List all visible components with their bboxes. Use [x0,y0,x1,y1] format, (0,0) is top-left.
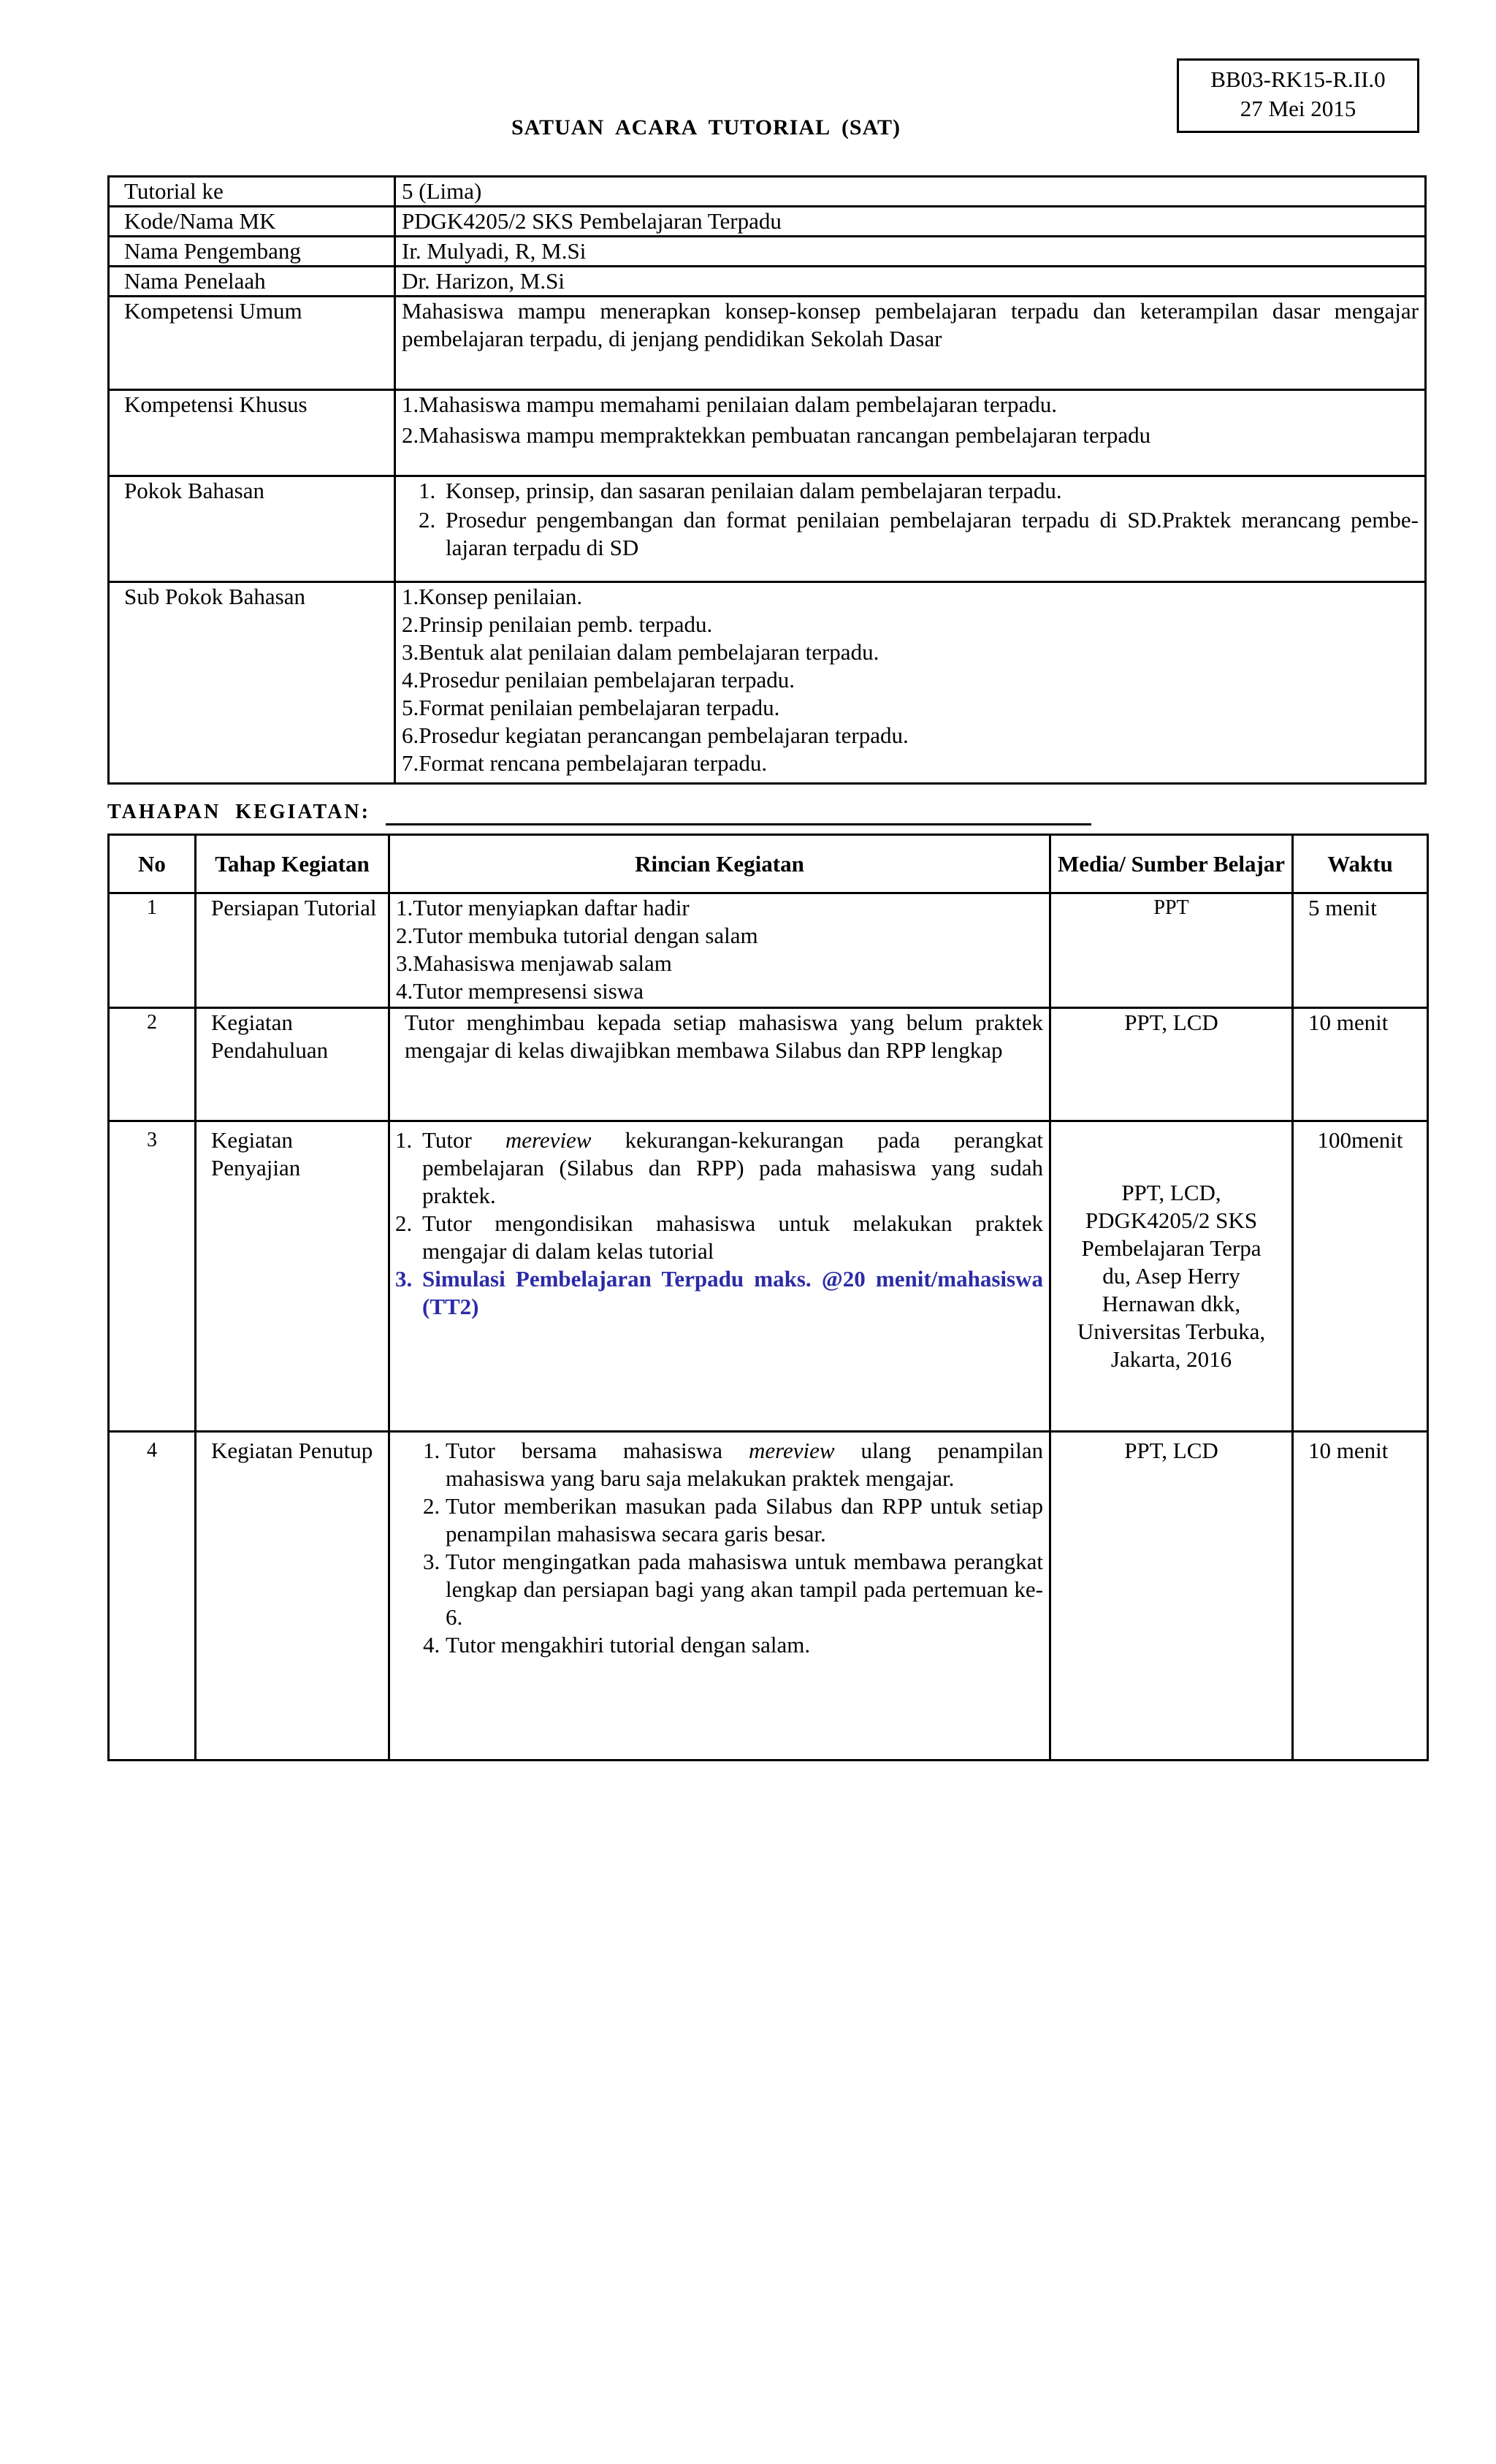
text-segment: Tutor mengingatkan pada mahasiswa untuk membawa perangkat lengkap dan persiapan bagi yang akan tampil pada pertemuan ke-6. [446,1549,1043,1630]
media-line: PPT, LCD, [1121,1180,1221,1205]
header-waktu: Waktu [1293,835,1428,893]
list-item [418,1126,1043,1210]
table-row [109,1008,1428,1121]
list-item: 4.Prosedur penilaian pembelajaran terpadu. [402,667,795,693]
list-item-highlight [418,1265,1043,1321]
media-line: Jakarta, 2016 [1110,1346,1232,1372]
label-kode-mk: Kode/Nama MK [109,207,395,237]
cell-media: PPT, LCD [1050,1432,1293,1761]
document-code-box [1177,58,1419,133]
header-no: No [109,835,196,893]
list-item: 2.Prinsip penilaian pemb. terpadu. [402,611,713,637]
cell-media [1050,1121,1293,1432]
label-sub-pokok-bahasan: Sub Pokok Bahasan [109,582,395,784]
cell-tahap: Kegiatan Penutup [196,1432,389,1761]
list-item: 1.Konsep penilaian. [402,584,583,609]
value-sub-pokok-bahasan [395,582,1426,784]
value-tutorial-ke: 5 (Lima) [395,177,1426,207]
cell-tahap: Persiapan Tutorial [196,893,389,1008]
list-item: 2. Prosedur pengembangan dan format penilaian pembelajaran terpadu di SD.Praktek merancang pembe-lajaran terpadu di SD [441,506,1419,562]
table-row [109,476,1426,582]
label-pokok-bahasan: Pokok Bahasan [109,476,395,582]
list-item [446,1437,1043,1492]
table-row [109,177,1426,207]
list-item: 6.Prosedur kegiatan perancangan pembelajaran terpadu. [402,722,909,748]
page-title: SATUAN ACARA TUTORIAL (SAT) [511,115,901,140]
highlight-text: Simulasi Pembelajaran Terpadu maks. @20 menit/mahasiswa (TT2) [422,1266,1043,1319]
list-item [446,1631,1043,1659]
media-line: du, Asep Herry [1102,1263,1240,1289]
cell-rincian [389,893,1050,1008]
list-item [418,1210,1043,1265]
text-segment: Tutor bersama mahasiswa [446,1438,749,1463]
media-line: Universitas Terbuka, [1077,1319,1266,1344]
table-row [109,297,1426,390]
text-segment: Tutor mengakhiri tutorial dengan salam. [446,1632,811,1658]
pokok-bahasan-list [402,477,1419,562]
list-item: 4.Tutor mempresensi siswa [396,978,644,1004]
table-row [109,893,1428,1008]
table-header-row [109,835,1428,893]
table-row [109,237,1426,267]
activity-table [107,834,1429,1761]
list-item [446,1548,1043,1631]
label-pengembang: Nama Pengembang [109,237,395,267]
text-segment: ulang penampilan mahasiswa yang baru saja melakukan praktek mengajar. [446,1438,1043,1491]
table-row [109,267,1426,297]
media-line: PDGK4205/2 SKS [1085,1208,1258,1233]
text-segment: Tutor memberikan masukan pada Silabus dan RPP untuk setiap penampilan mahasiswa secara garis besar. [446,1493,1043,1546]
header-tahap: Tahap Kegiatan [196,835,389,893]
header-media: Media/ Sumber Belajar [1050,835,1293,893]
text-segment: Tutor [422,1127,505,1153]
table-row [109,207,1426,237]
list-item: 2.Tutor membuka tutorial dengan salam [396,923,758,948]
value-penelaah: Dr. Harizon, M.Si [395,267,1426,297]
label-tutorial-ke: Tutorial ke [109,177,395,207]
value-kode-mk: PDGK4205/2 SKS Pembelajaran Terpadu [395,207,1426,237]
cell-waktu: 5 menit [1293,893,1428,1008]
cell-rincian [389,1121,1050,1432]
document-date: 27 Mei 2015 [1240,96,1356,121]
cell-tahap: Kegiatan Penyajian [196,1121,389,1432]
penyajian-list [396,1126,1043,1321]
cell-no: 1 [109,893,196,1008]
cell-rincian: Tutor menghimbau kepada setiap mahasiswa yang belum praktek mengajar di kelas diwajibkan membawa Silabus dan RPP lengkap [389,1008,1050,1121]
value-pokok-bahasan [395,476,1426,582]
cell-no: 3 [109,1121,196,1432]
list-item [446,1492,1043,1548]
table-row [109,1432,1428,1761]
label-kompetensi-khusus: Kompetensi Khusus [109,390,395,476]
text-emphasis: mereview [505,1127,592,1153]
list-item: 1. Konsep, prinsip, dan sasaran penilaian dalam pembelajaran terpadu. [441,477,1419,505]
list-item: 5.Format penilaian pembelajaran terpadu. [402,695,780,720]
list-item: 2.Mahasiswa mampu mempraktekkan pembuatan rancangan pembelajaran terpadu [402,422,1151,448]
text-segment: Tutor mengondisikan mahasiswa untuk melakukan praktek mengajar di dalam kelas tutorial [422,1210,1043,1264]
document-code: BB03-RK15-R.II.0 [1210,66,1386,92]
list-item: 3.Mahasiswa menjawab salam [396,950,672,976]
list-item: 3.Bentuk alat penilaian dalam pembelajaran terpadu. [402,639,879,665]
media-line: Pembelajaran Terpa [1081,1235,1262,1261]
cell-media: PPT [1050,893,1293,1008]
tahapan-underline [386,823,1091,825]
cell-tahap: Kegiatan Pendahuluan [196,1008,389,1121]
list-item: 7.Format rencana pembelajaran terpadu. [402,750,768,776]
list-item: 1.Mahasiswa mampu memahami penilaian dalam pembelajaran terpadu. [402,392,1057,417]
value-pengembang: Ir. Mulyadi, R, M.Si [395,237,1426,267]
table-row [109,582,1426,784]
value-kompetensi-umum: Mahasiswa mampu menerapkan konsep-konsep pembelajaran terpadu dan keterampilan dasar mengajar pembelajaran terpadu, di jenjang pendidikan Sekolah Dasar [395,297,1426,390]
penutup-list [396,1437,1043,1659]
text-segment: kekurangan-kekurangan pada perangkat pembelajaran (Silabus dan RPP) pada mahasiswa yang sudah praktek. [422,1127,1043,1208]
table-row [109,1121,1428,1432]
label-kompetensi-umum: Kompetensi Umum [109,297,395,390]
info-table [107,175,1427,785]
header-rincian: Rincian Kegiatan [389,835,1050,893]
cell-waktu: 10 menit [1293,1008,1428,1121]
cell-rincian [389,1432,1050,1761]
text-emphasis: mereview [748,1438,835,1463]
cell-media: PPT, LCD [1050,1008,1293,1121]
cell-waktu: 10 menit [1293,1432,1428,1761]
cell-waktu: 100menit [1293,1121,1428,1432]
table-row [109,390,1426,476]
cell-no: 4 [109,1432,196,1761]
cell-no: 2 [109,1008,196,1121]
label-penelaah: Nama Penelaah [109,267,395,297]
list-item: 1.Tutor menyiapkan daftar hadir [396,895,690,920]
media-line: Hernawan dkk, [1102,1291,1241,1316]
value-kompetensi-khusus [395,390,1426,476]
tahapan-kegiatan-heading: TAHAPAN KEGIATAN: [107,801,370,823]
